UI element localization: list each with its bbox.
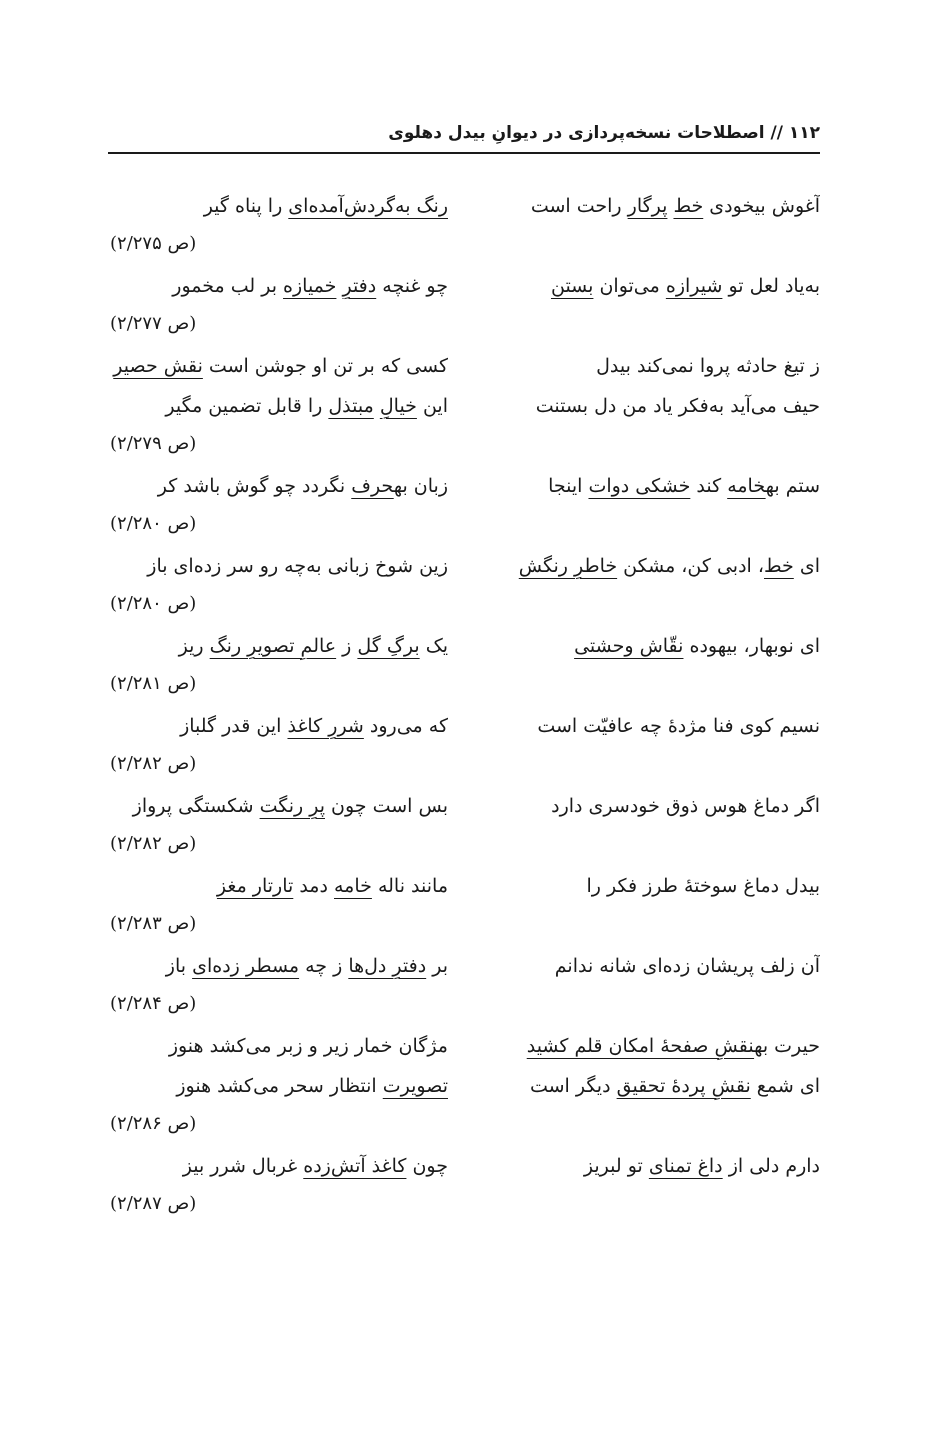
- couplet-block: [108, 546, 820, 626]
- hemistich-second: [108, 266, 448, 306]
- underlined-term: خاطرِ رنگش: [518, 555, 618, 577]
- verse-text: آغوش بیخودی: [703, 195, 820, 217]
- underlined-term: خشکی دوات: [588, 475, 691, 497]
- verse-text: دمد: [293, 875, 334, 897]
- running-header: [108, 118, 820, 154]
- hemistich-first: [480, 386, 820, 426]
- verse-text: بر: [426, 955, 448, 977]
- hemistich-first: [480, 626, 820, 666]
- underlined-term: دفترِ: [342, 275, 377, 297]
- verse-text: ای: [793, 555, 820, 577]
- page-reference: (ص ۲/۲۸۷): [110, 1193, 197, 1214]
- hemistich-first: [480, 346, 820, 386]
- page-reference: (ص ۲/۲۸۰): [110, 593, 197, 614]
- page-reference-row: [108, 986, 820, 1026]
- couplet-block: [108, 466, 820, 546]
- verse-text: آن زلف پریشان زده‌ای شانه ندانم: [554, 955, 820, 977]
- verse-text: ، ادبی کن، مشکن: [617, 555, 765, 577]
- verse-text: چون: [406, 1155, 448, 1177]
- underlined-term: برگِ گل: [357, 635, 420, 657]
- page-reference: (ص ۲/۲۸۱): [110, 673, 197, 694]
- verse-text: را پناه گیر: [203, 195, 289, 217]
- hemistich-first: [480, 1066, 820, 1106]
- couplet-block: [108, 186, 820, 266]
- hemistich-second: [108, 1066, 448, 1106]
- underlined-term: رنگ به‌گردش‌آمده‌ای: [288, 195, 448, 217]
- verse-text: ز تیغ حادثه پروا نمی‌کند بیدل: [596, 355, 820, 377]
- underlined-term: پرگار: [627, 195, 668, 217]
- verse-text: را قابل تضمین مگیر: [165, 395, 329, 417]
- verse-text: کند: [690, 475, 728, 497]
- underlined-term: شررِ کاغذ: [287, 715, 364, 737]
- verse-text: راحت است: [530, 195, 628, 217]
- underlined-term: خیالِ: [379, 395, 417, 417]
- verse-text: تو لبریز: [583, 1155, 649, 1177]
- verse-line: [108, 546, 820, 586]
- underlined-term: نقشِ صفحهٔ امکان قلم کشید: [526, 1035, 755, 1057]
- couplet-block: [108, 346, 820, 466]
- verse-text: اینجا: [548, 475, 589, 497]
- verse-line: [108, 466, 820, 506]
- verse-text: ز چه: [299, 955, 349, 977]
- verse-line: [108, 786, 820, 826]
- verse-text: ای نوبهار، بیهوده: [683, 635, 820, 657]
- verse-text: ریز: [178, 635, 210, 657]
- poem-body: [108, 186, 820, 1226]
- couplet-block: [108, 266, 820, 346]
- underlined-term: خامه: [334, 875, 372, 897]
- verse-text: بس است چون: [325, 795, 448, 817]
- page-reference: (ص ۲/۲۷۷): [110, 313, 197, 334]
- underlined-term: بستن: [550, 275, 594, 297]
- verse-text: حیرت به: [754, 1035, 820, 1057]
- verse-text: که می‌رود: [363, 715, 448, 737]
- verse-text: نسیم کوی فنا مژدهٔ چه عافیّت است: [537, 715, 820, 737]
- couplet-block: [108, 626, 820, 706]
- underlined-term: عالمِ تصویرِ رنگ: [209, 635, 337, 657]
- couplet-block: [108, 866, 820, 946]
- verse-line: [108, 266, 820, 306]
- underlined-term: مسطر زده‌ای: [192, 955, 300, 977]
- couplet-block: [108, 946, 820, 1026]
- hemistich-second: [108, 706, 448, 746]
- verse-line: [108, 866, 820, 906]
- verse-text: بیدل دماغ سوختهٔ طرز فکر را: [586, 875, 820, 897]
- page-reference-row: [108, 226, 820, 266]
- hemistich-second: [108, 466, 448, 506]
- verse-text: می‌توان: [593, 275, 666, 297]
- underlined-term: دفترِ دل‌ها: [348, 955, 427, 977]
- verse-line: [108, 1146, 820, 1186]
- hemistich-second: [108, 186, 448, 226]
- hemistich-second: [108, 346, 448, 386]
- underlined-term: حرف: [351, 475, 394, 497]
- verse-text: ستم به: [765, 475, 820, 497]
- hemistich-first: [480, 1026, 820, 1066]
- underlined-term: خمیازه: [283, 275, 337, 297]
- underlined-term: شیرازه: [665, 275, 723, 297]
- page-reference: (ص ۲/۲۸۶): [110, 1113, 197, 1134]
- underlined-term: مبتذل: [328, 395, 374, 417]
- page-reference-row: [108, 746, 820, 786]
- hemistich-second: [108, 866, 448, 906]
- page-reference-row: [108, 586, 820, 626]
- hemistich-second: [108, 546, 448, 586]
- verse-text: مژگان خمار زیر و زبر می‌کشد هنوز: [168, 1035, 448, 1057]
- couplet-block: [108, 1146, 820, 1226]
- page-reference: (ص ۲/۲۸۴): [110, 993, 197, 1014]
- page-reference: (ص ۲/۲۸۲): [110, 753, 197, 774]
- verse-text: حیف می‌آید به‌فکر یاد من دل بستنت: [535, 395, 820, 417]
- verse-line: [108, 186, 820, 226]
- verse-text: به‌یاد لعل تو: [722, 275, 820, 297]
- header-rule: [108, 152, 820, 154]
- underlined-term: تارتار مغز: [216, 875, 294, 897]
- hemistich-first: [480, 1146, 820, 1186]
- hemistich-first: [480, 866, 820, 906]
- verse-text: چو غنچه: [376, 275, 448, 297]
- verse-line: [108, 946, 820, 986]
- running-header-text: ۱۱۲ // اصطلاحات نسخه‌پردازی در دیوانِ بیدل دهلوی: [388, 123, 820, 143]
- underlined-term: تصویرت: [382, 1075, 448, 1097]
- verse-text: غربال شرر بیز: [182, 1155, 304, 1177]
- verse-text: زبان به: [393, 475, 448, 497]
- verse-line: [108, 1066, 820, 1106]
- hemistich-second: [108, 1146, 448, 1186]
- verse-text: نگردد چو گوش باشد کر: [157, 475, 352, 497]
- verse-text: ز: [336, 635, 358, 657]
- verse-line: [108, 1026, 820, 1066]
- page-reference: (ص ۲/۲۷۵): [110, 233, 197, 254]
- couplet-block: [108, 786, 820, 866]
- hemistich-first: [480, 946, 820, 986]
- hemistich-first: [480, 266, 820, 306]
- page-reference-row: [108, 906, 820, 946]
- hemistich-second: [108, 786, 448, 826]
- verse-text: یک: [419, 635, 448, 657]
- verse-text: بر لب مخمور: [172, 275, 284, 297]
- page-reference-row: [108, 826, 820, 866]
- verse-line: [108, 626, 820, 666]
- hemistich-first: [480, 786, 820, 826]
- underlined-term: داغ تمنای: [648, 1155, 723, 1177]
- hemistich-second: [108, 1026, 448, 1066]
- verse-text: ای شمع: [750, 1075, 820, 1097]
- underlined-term: خط: [673, 195, 704, 217]
- hemistich-second: [108, 386, 448, 426]
- page-reference-row: [108, 1106, 820, 1146]
- verse-text: مانند ناله: [371, 875, 448, 897]
- verse-text: انتظار سحر می‌کشد هنوز: [176, 1075, 383, 1097]
- verse-text: زین شوخ زبانی به‌چه رو سر زده‌ای باز: [147, 555, 448, 577]
- underlined-term: خط: [764, 555, 794, 577]
- underlined-term: خامه: [727, 475, 766, 497]
- verse-text: این: [416, 395, 448, 417]
- underlined-term: نقّاش وحشتی: [574, 635, 684, 657]
- underlined-term: کاغذ آتش‌زده: [303, 1155, 407, 1177]
- hemistich-first: [480, 186, 820, 226]
- page-reference: (ص ۲/۲۷۹): [110, 433, 197, 454]
- page-reference-row: [108, 506, 820, 546]
- hemistich-first: [480, 706, 820, 746]
- hemistich-first: [480, 466, 820, 506]
- verse-text: دارم دلی از: [722, 1155, 820, 1177]
- verse-line: [108, 706, 820, 746]
- couplet-block: [108, 706, 820, 786]
- verse-line: [108, 386, 820, 426]
- verse-text: دیگر است: [529, 1075, 617, 1097]
- verse-text: این قدر گلباز: [180, 715, 288, 737]
- page-reference: (ص ۲/۲۸۲): [110, 833, 197, 854]
- couplet-block: [108, 1026, 820, 1146]
- page-reference: (ص ۲/۲۸۰): [110, 513, 197, 534]
- verse-text: باز: [165, 955, 193, 977]
- page-reference-row: [108, 666, 820, 706]
- page-reference-row: [108, 426, 820, 466]
- verse-text: شکستگی پرواز: [132, 795, 260, 817]
- hemistich-second: [108, 946, 448, 986]
- page-reference-row: [108, 1186, 820, 1226]
- page-reference: (ص ۲/۲۸۳): [110, 913, 197, 934]
- hemistich-second: [108, 626, 448, 666]
- underlined-term: نقش حصیر: [113, 355, 203, 377]
- page-reference-row: [108, 306, 820, 346]
- verse-line: [108, 346, 820, 386]
- underlined-term: پرِ رنگت: [259, 795, 325, 817]
- verse-text: اگر دماغ هوس ذوق خودسری دارد: [551, 795, 820, 817]
- underlined-term: نقشِ پردهٔ تحقیق: [616, 1075, 751, 1097]
- verse-text: کسی که بر تن او جوشن است: [202, 355, 448, 377]
- hemistich-first: [480, 546, 820, 586]
